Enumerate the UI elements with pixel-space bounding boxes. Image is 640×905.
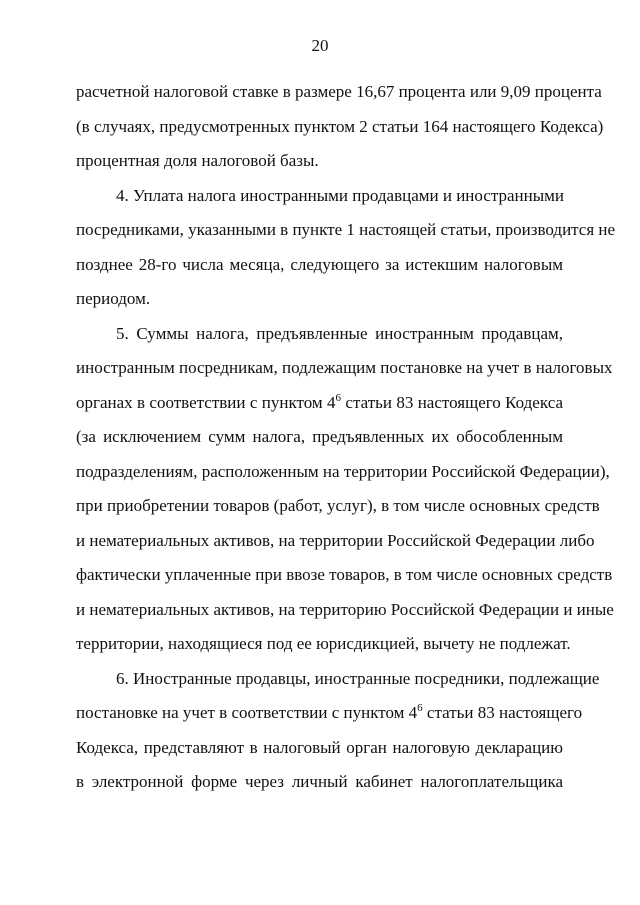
text-line: иностранным посредникам, подлежащим постановке на учет в налоговых bbox=[76, 358, 613, 377]
text-line: расчетной налоговой ставке в размере 16,67 процента или 9,09 процента bbox=[76, 82, 602, 101]
text-line: 6. Иностранные продавцы, иностранные посредники, подлежащие bbox=[116, 668, 600, 688]
text-line: (в случаях, предусмотренных пунктом 2 статьи 164 настоящего Кодекса) bbox=[76, 116, 604, 136]
text-fragment: постановке на учет в соответствии с пунктом 4 bbox=[76, 703, 418, 722]
text-line: посредниками, указанными в пункте 1 настоящей статьи, производится не bbox=[76, 220, 616, 239]
superscript: 6 bbox=[417, 702, 423, 714]
text-line: процентная доля налоговой базы. bbox=[76, 151, 319, 170]
text-line-with-superscript bbox=[76, 696, 583, 731]
text-line-with-superscript bbox=[76, 386, 563, 421]
text-line: периодом. bbox=[76, 289, 151, 308]
text-line: в электронной форме через личный кабинет налогоплательщика bbox=[76, 772, 563, 791]
text-line: и нематериальных активов, на территорию Российской Федерации и иные bbox=[76, 599, 614, 619]
text-line: подразделениям, расположенным на территории Российской Федерации), bbox=[76, 461, 610, 481]
text-line: 5. Суммы налога, предъявленные иностранным продавцам, bbox=[116, 323, 563, 343]
text-line: 4. Уплата налога иностранными продавцами и иностранными bbox=[116, 185, 565, 205]
text-fragment: статьи 83 настоящего Кодекса bbox=[341, 392, 563, 412]
text-line: территории, находящиеся под ее юрисдикцией, вычету не подлежат. bbox=[76, 634, 571, 653]
text-line: фактически уплаченные при ввозе товаров, в том числе основных средств bbox=[76, 565, 613, 584]
page-number: 20 bbox=[311, 36, 329, 55]
text-fragment: органах в соответствии с пунктом 4 bbox=[76, 392, 336, 412]
text-fragment: статьи 83 настоящего bbox=[422, 703, 583, 722]
text-line: (за исключением сумм налога, предъявленных их обособленным bbox=[76, 427, 563, 446]
text-line: при приобретении товаров (работ, услуг), в том числе основных средств bbox=[76, 496, 600, 515]
text-line: позднее 28-го числа месяца, следующего за истекшим налоговым bbox=[76, 254, 563, 274]
text-line: и нематериальных активов, на территории Российской Федерации либо bbox=[76, 530, 595, 550]
document-body bbox=[76, 75, 616, 800]
superscript: 6 bbox=[335, 391, 342, 404]
text-line: Кодекса, представляют в налоговый орган налоговую декларацию bbox=[76, 737, 563, 757]
